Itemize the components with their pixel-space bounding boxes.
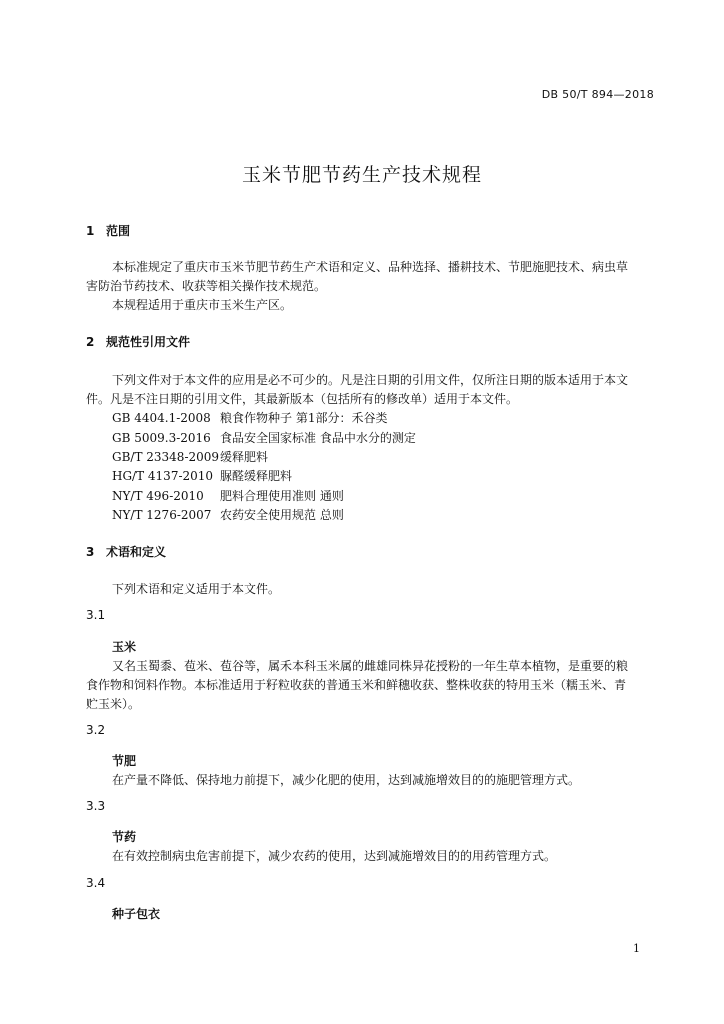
paragraph-line: 本标准规定了重庆市玉米节肥节药生产术语和定义、品种选择、播耕技术、节肥施肥技术、病虫草 bbox=[112, 260, 629, 274]
section-title: 范围 bbox=[106, 224, 131, 238]
document-title: 玉米节肥节药生产技术规程 bbox=[241, 164, 482, 186]
paragraph-line: 下列文件对于本文件的应用是必不可少的。凡是注日期的引用文件，仅所注日期的版本适用于本文 bbox=[112, 373, 629, 387]
reference-name: 食品安全国家标准 食品中水分的测定 bbox=[220, 431, 416, 445]
reference-item bbox=[112, 487, 344, 504]
reference-name: 肥料合理使用准则 通则 bbox=[220, 489, 344, 503]
subsection-number: 3.4 bbox=[86, 876, 106, 890]
term-name: 节药 bbox=[112, 830, 137, 844]
term-name: 种子包衣 bbox=[112, 907, 161, 921]
reference-item bbox=[112, 448, 268, 465]
paragraph-line: 本规程适用于重庆市玉米生产区。 bbox=[112, 298, 293, 312]
reference-item bbox=[112, 506, 344, 523]
paragraph-line: 贮玉米）。 bbox=[86, 697, 141, 711]
reference-code: NY/T 496-2010 bbox=[112, 489, 204, 503]
document-id: DB 50/T 894—2018 bbox=[541, 88, 654, 101]
paragraph-line: 在有效控制病虫危害前提下，减少农药的使用，达到减施增效目的的用药管理方式。 bbox=[112, 849, 557, 863]
term-name: 节肥 bbox=[112, 754, 137, 768]
reference-code: NY/T 1276-2007 bbox=[112, 508, 212, 522]
subsection-number: 3.2 bbox=[86, 723, 106, 737]
page-number: 1 bbox=[633, 942, 640, 955]
section-number: 3 bbox=[86, 545, 95, 559]
term-name: 玉米 bbox=[112, 640, 137, 654]
paragraph-line: 下列术语和定义适用于本文件。 bbox=[112, 582, 281, 596]
reference-item bbox=[112, 409, 387, 426]
reference-code: GB 4404.1-2008 bbox=[112, 411, 211, 425]
reference-code: HG/T 4137-2010 bbox=[112, 469, 214, 483]
paragraph-line: 食作物和饲料作物。本标准适用于籽粒收获的普通玉米和鲜穗收获、整株收获的特用玉米（糯玉米、青 bbox=[86, 678, 627, 692]
section-1-heading bbox=[86, 222, 130, 239]
reference-name: 农药安全使用规范 总则 bbox=[220, 508, 344, 522]
paragraph-line: 害防治节药技术、收获等相关操作技术规范。 bbox=[86, 279, 327, 293]
section-title: 术语和定义 bbox=[106, 545, 167, 559]
paragraph-line: 在产量不降低、保持地力前提下，减少化肥的使用，达到减施增效目的的施肥管理方式。 bbox=[112, 773, 581, 787]
reference-code: GB/T 23348-2009 bbox=[112, 450, 220, 464]
subsection-number: 3.1 bbox=[86, 608, 106, 622]
paragraph-line: 件。凡是不注日期的引用文件，其最新版本（包括所有的修改单）适用于本文件。 bbox=[86, 392, 519, 406]
reference-name: 脲醛缓释肥料 bbox=[220, 469, 293, 483]
section-3-heading bbox=[86, 543, 166, 560]
subsection-number: 3.3 bbox=[86, 799, 106, 813]
reference-item bbox=[112, 467, 292, 484]
section-number: 2 bbox=[86, 335, 95, 349]
section-number: 1 bbox=[86, 224, 95, 238]
reference-name: 缓释肥料 bbox=[220, 450, 269, 464]
reference-code: GB 5009.3-2016 bbox=[112, 431, 211, 445]
section-title: 规范性引用文件 bbox=[106, 335, 191, 349]
reference-name: 粮食作物种子 第1部分：禾谷类 bbox=[220, 411, 388, 425]
paragraph-line: 又名玉蜀黍、苞米、苞谷等，属禾本科玉米属的雌雄同株异花授粉的一年生草本植物，是重要的粮 bbox=[112, 659, 629, 673]
section-2-heading bbox=[86, 333, 190, 350]
reference-item bbox=[112, 429, 416, 446]
